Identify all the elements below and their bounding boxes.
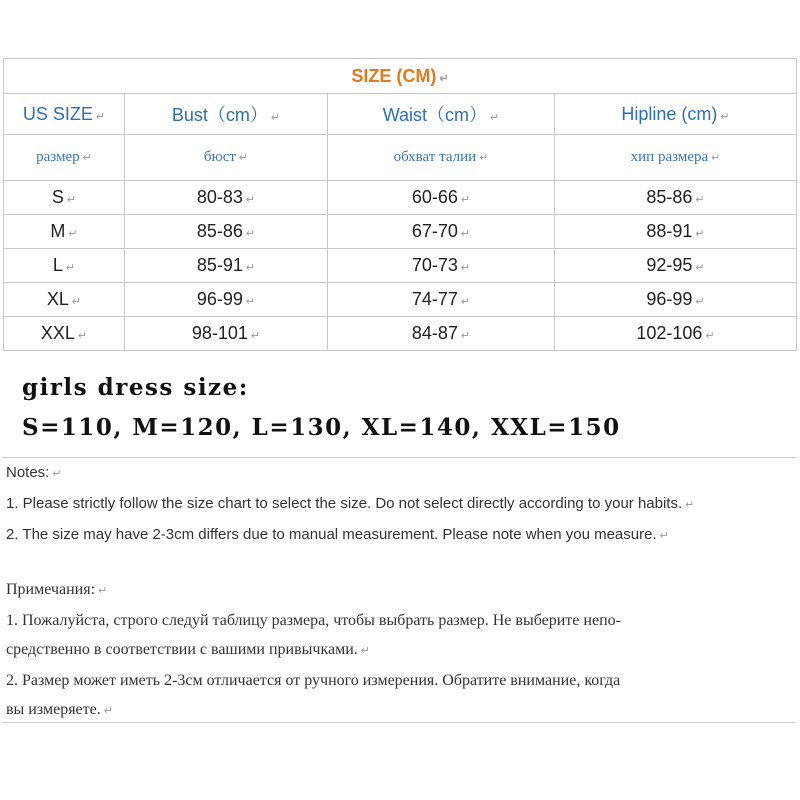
header-waist: Waist（cm） ↵ [328, 94, 555, 135]
table-row [4, 283, 797, 317]
table-cell: 88-91 ↵ [555, 215, 797, 249]
table-cell: 85-86 ↵ [555, 181, 797, 215]
table-row [4, 249, 797, 283]
header-bust: Bust（cm） ↵ [125, 94, 328, 135]
table-cell: 85-91 ↵ [125, 249, 328, 283]
table-cell: 92-95 ↵ [555, 249, 797, 283]
size-chart-table [3, 58, 797, 351]
notes-line-en: 1. Please strictly follow the size chart to select the size. Do not select directly according to your habits. ↵ [6, 495, 695, 512]
table-title-cell [4, 59, 797, 94]
notes-line-en: 2. The size may have 2-3cm differs due to manual measurement. Please note when you measure. ↵ [6, 526, 669, 543]
table-cell: 70-73 ↵ [328, 249, 555, 283]
table-cell: 102-106 ↵ [555, 317, 797, 351]
table-cell: 85-86 ↵ [125, 215, 328, 249]
header-ru-size: размер ↵ [4, 135, 125, 181]
table-cell: 67-70 ↵ [328, 215, 555, 249]
table-header-row [4, 94, 797, 135]
girls-dress-heading: girls dress size: [22, 374, 249, 401]
header-hipline: Hipline (cm) ↵ [555, 94, 797, 135]
header-ru-hipline: хип размера ↵ [555, 135, 797, 181]
notes-title-ru: Примечания: ↵ [6, 581, 108, 598]
table-title-row [4, 59, 797, 94]
notes-line-ru: 2. Размер может иметь 2-3см отличается от ручного измерения. Обратите внимание, когда [6, 672, 621, 689]
notes-spacer [2, 551, 796, 575]
header-ru-bust: бюст ↵ [125, 135, 328, 181]
table-header-ru-row [4, 135, 797, 181]
table-cell: 96-99 ↵ [125, 283, 328, 317]
table-cell: 84-87 ↵ [328, 317, 555, 351]
girls-dress-sizes: S=110, M=120, L=130, XL=140, XXL=150 [22, 414, 621, 441]
table-cell: 80-83 ↵ [125, 181, 328, 215]
notes-line-ru: средственно в соответствии с вашими привычками. ↵ [6, 641, 371, 658]
table-title: SIZE (CM) [351, 65, 437, 86]
header-us-size: US SIZE ↵ [4, 94, 125, 135]
table-cell: M ↵ [4, 215, 125, 249]
header-ru-waist: обхват талии ↵ [328, 135, 555, 181]
table-cell: 74-77 ↵ [328, 283, 555, 317]
notes-panel [2, 457, 796, 723]
notes-line-ru: вы измеряете. ↵ [6, 701, 113, 718]
table-row [4, 317, 797, 351]
table-cell: L ↵ [4, 249, 125, 283]
paragraph-mark: ↵ [439, 72, 449, 85]
table-cell: 60-66 ↵ [328, 181, 555, 215]
table-row [4, 215, 797, 249]
table-cell: 96-99 ↵ [555, 283, 797, 317]
girls-dress-size-block [22, 370, 621, 446]
notes-title-en: Notes: ↵ [6, 464, 62, 481]
table-cell: 98-101 ↵ [125, 317, 328, 351]
table-row [4, 181, 797, 215]
notes-line-ru: 1. Пожалуйста, строго следуй таблицу размера, чтобы выбрать размер. Не выберите непо- [6, 612, 621, 629]
table-cell: S ↵ [4, 181, 125, 215]
table-cell: XXL ↵ [4, 317, 125, 351]
table-cell: XL ↵ [4, 283, 125, 317]
